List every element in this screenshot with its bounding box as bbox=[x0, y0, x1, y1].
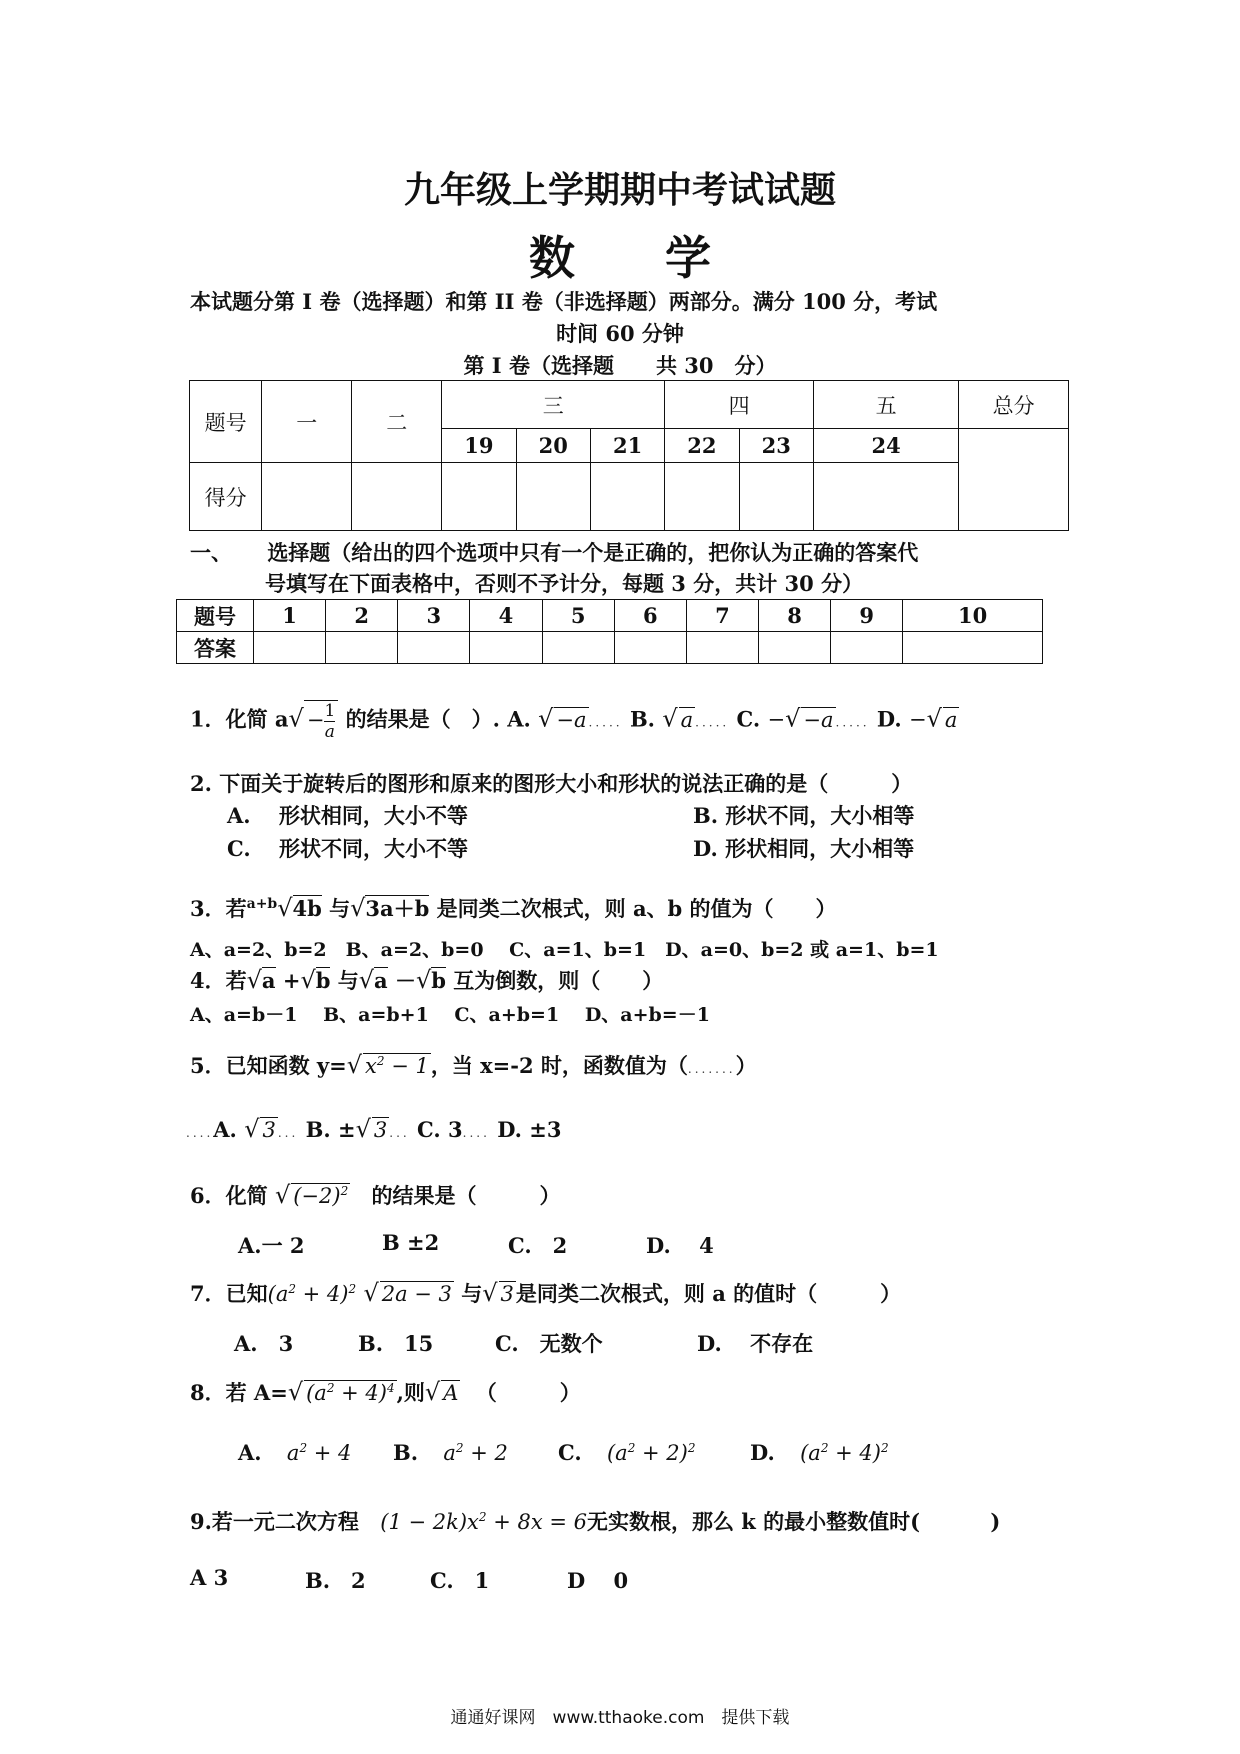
q3-mid: 与 bbox=[329, 896, 351, 921]
subject-title: 数学 bbox=[529, 231, 801, 285]
answer-cell[interactable] bbox=[326, 632, 398, 664]
q6-option-a: A.一 2 bbox=[238, 1233, 305, 1258]
score-sub-number: 21 bbox=[590, 429, 664, 463]
section1-heading bbox=[190, 537, 1070, 567]
q4-options: A、a=b－1 B、a=b+1 C、a+b=1 D、a+b=－1 bbox=[190, 1004, 710, 1026]
section1-number: 一、 bbox=[190, 540, 232, 565]
answer-number: 8 bbox=[758, 600, 830, 632]
q1-option-d: D. bbox=[876, 706, 902, 732]
footer-text: 通通好课网 www.tthaoke.com 提供下载 bbox=[450, 1708, 790, 1728]
question-6: 6．化简 √ $(-2)^2$ 的结果是（ ） bbox=[190, 1181, 561, 1209]
q4-suffix: 互为倒数，则（ ） bbox=[453, 968, 664, 993]
q9-option-c: C. 1 bbox=[430, 1568, 490, 1593]
score-total-cell[interactable] bbox=[959, 429, 1069, 531]
q9-prefix: 9.若一元二次方程 bbox=[190, 1509, 359, 1534]
answer-number: 9 bbox=[831, 600, 903, 632]
answer-number: 7 bbox=[686, 600, 758, 632]
q2-option-c: C. 形状不同，大小不等 bbox=[227, 836, 468, 861]
q5-option-d: D. ±3 bbox=[497, 1117, 562, 1142]
q2-option-d: D. 形状相同，大小相等 bbox=[693, 836, 915, 861]
q8-suffix: （ ） bbox=[475, 1380, 581, 1405]
q8-prefix: 8．若 A= bbox=[190, 1380, 288, 1405]
answer-number: 6 bbox=[614, 600, 686, 632]
score-cell[interactable] bbox=[813, 463, 958, 531]
q9-option-d: D 0 bbox=[567, 1568, 629, 1593]
q1-option-b: B. bbox=[629, 706, 655, 732]
score-sub-number: 22 bbox=[665, 429, 739, 463]
answer-cell[interactable] bbox=[758, 632, 830, 664]
score-sub-number: 23 bbox=[739, 429, 813, 463]
q2-option-a: A. 形状相同，大小不等 bbox=[227, 803, 468, 828]
score-section-1: 一 bbox=[262, 381, 352, 463]
q3-suffix: 是同类二次根式，则 a、b 的值为（ ） bbox=[436, 896, 837, 921]
answer-number: 10 bbox=[903, 600, 1043, 632]
q4-prefix: 4．若 bbox=[190, 968, 247, 993]
answer-cell[interactable] bbox=[614, 632, 686, 664]
q3-options: A、a=2、b=2 B、a=2、b=0 C、a=1、b=1 D、a=0、b=2 或 a=1、b=1 bbox=[190, 939, 939, 961]
q5-close: ） bbox=[735, 1053, 757, 1078]
score-cell[interactable] bbox=[590, 463, 664, 531]
answer-number: 5 bbox=[542, 600, 614, 632]
question-3: 3．若$^{a+b}$√4b 与√3a＋b 是同类二次根式，则 a、b 的值为（ ） bbox=[190, 894, 837, 922]
score-total-header: 总分 bbox=[959, 381, 1069, 429]
answer-label-q: 题号 bbox=[177, 600, 254, 632]
answer-cell[interactable] bbox=[470, 632, 542, 664]
score-section-4: 四 bbox=[665, 381, 814, 429]
q1-suffix: 的结果是（ ）. A. bbox=[345, 706, 531, 732]
score-cell[interactable] bbox=[352, 463, 442, 531]
q9-option-b: B. 2 bbox=[305, 1568, 366, 1593]
q8-option-c: C. $(a^2 + 2)^2$ bbox=[558, 1440, 696, 1465]
q6-option-d: D. 4 bbox=[646, 1233, 714, 1258]
q8-option-d-label: D. bbox=[750, 1440, 775, 1465]
score-row-label-q: 题号 bbox=[190, 381, 262, 463]
answer-number: 4 bbox=[470, 600, 542, 632]
q4-mid: 与 bbox=[337, 968, 359, 993]
q8-mid: ,则 bbox=[396, 1380, 425, 1405]
q7-mid: 与 bbox=[461, 1281, 483, 1306]
q8-option-a: A. $a^2 + 4$ bbox=[238, 1440, 352, 1465]
q5-prefix: 5．已知函数 y= bbox=[190, 1053, 347, 1078]
section1-line2: 号填写在下面表格中，否则不予计分，每题 3 分，共计 30 分） bbox=[265, 571, 864, 596]
score-table bbox=[189, 380, 1069, 531]
answer-cell[interactable] bbox=[831, 632, 903, 664]
question-5: 5．已知函数 y=√ $x^2 - 1$，当 x=-2 时，函数值为（.......） bbox=[190, 1051, 757, 1079]
score-sub-number: 24 bbox=[813, 429, 958, 463]
q5-option-b: B. ± bbox=[305, 1117, 356, 1142]
q9-suffix: 无实数根，那么 k 的最小整数值时( ) bbox=[586, 1509, 1001, 1534]
answer-cell[interactable] bbox=[398, 632, 470, 664]
q9-option-a: A 3 bbox=[190, 1565, 229, 1590]
volume-heading: 第 I 卷（选择题 共 30 分） bbox=[463, 353, 777, 378]
q1-option-c: C. bbox=[736, 706, 761, 732]
q7-suffix: 是同类二次根式，则 a 的值时（ ） bbox=[515, 1281, 902, 1306]
score-cell[interactable] bbox=[739, 463, 813, 531]
question-2-stem: 2. 下面关于旋转后的图形和原来的图形大小和形状的说法正确的是（ ） bbox=[190, 771, 913, 796]
q8-option-c-label: C. bbox=[558, 1440, 582, 1465]
q5-option-c: C. 3 bbox=[417, 1117, 463, 1142]
answer-cell[interactable] bbox=[903, 632, 1043, 664]
q6-suffix: 的结果是（ ） bbox=[371, 1183, 561, 1208]
question-8: 8．若 A=√ $(a^2 + 4)^4$,则√ A （ ） bbox=[190, 1378, 581, 1406]
score-cell[interactable] bbox=[442, 463, 516, 531]
q5-options: ....A. √ 3 ... B. ±√ 3 ... C. 3.... D. ±3 bbox=[186, 1115, 562, 1143]
question-9: 9.若一元二次方程 $(1 - 2k)x^2 + 8x = 6$无实数根，那么 k 的最小整数值时( ) bbox=[190, 1509, 1001, 1534]
answer-table bbox=[176, 599, 1043, 664]
q6-option-c: C. 2 bbox=[508, 1233, 568, 1258]
question-4: 4．若√a +√b 与√a －√b 互为倒数，则（ ） bbox=[190, 966, 664, 994]
answer-cell[interactable] bbox=[542, 632, 614, 664]
q6-prefix: 6．化简 bbox=[190, 1183, 268, 1208]
answer-number: 3 bbox=[398, 600, 470, 632]
q7-prefix: 7．已知 bbox=[190, 1281, 268, 1306]
question-1: 1．化简 a√ − $\frac{1}{a}$ 的结果是（ ）. A. √ −a ..... B. √ a ..... C. −√ −a ..... D. −√ a bbox=[190, 701, 958, 742]
q8-option-a-label: A. bbox=[238, 1440, 262, 1465]
q7-option-b: B. 15 bbox=[358, 1331, 434, 1356]
q7-option-d: D. 不存在 bbox=[697, 1331, 814, 1356]
score-cell[interactable] bbox=[665, 463, 739, 531]
q2-option-b: B. 形状不同，大小相等 bbox=[693, 803, 915, 828]
intro-line-2: 时间 60 分钟 bbox=[556, 321, 684, 346]
q6-option-b: B ±2 bbox=[382, 1230, 440, 1255]
score-section-2: 二 bbox=[352, 381, 442, 463]
q7-option-c: C. 无数个 bbox=[495, 1331, 603, 1356]
q5-option-a: A. bbox=[213, 1117, 237, 1142]
q1-prefix: 1．化简 a bbox=[190, 706, 289, 732]
q8-option-d: D. $(a^2 + 4)^2$ bbox=[750, 1440, 889, 1465]
answer-cell[interactable] bbox=[254, 632, 326, 664]
intro-line-1: 本试题分第 I 卷（选择题）和第 II 卷（非选择题）两部分。满分 100 分，考试 bbox=[190, 289, 938, 314]
score-cell[interactable] bbox=[516, 463, 590, 531]
q7-option-a: A. 3 bbox=[234, 1331, 294, 1356]
exam-title: 九年级上学期期中考试试题 bbox=[403, 169, 836, 211]
q8-option-b: B. $a^2 + 2$ bbox=[393, 1440, 508, 1465]
q8-option-b-label: B. bbox=[393, 1440, 419, 1465]
score-section-5: 五 bbox=[813, 381, 958, 429]
score-section-3: 三 bbox=[442, 381, 665, 429]
question-7: 7．已知$(a^2 + 4)^2$ √ 2a − 3 与√ 3是同类二次根式，则 a 的值时（ ） bbox=[190, 1279, 902, 1307]
q3-prefix: 3．若 bbox=[190, 896, 247, 921]
score-cell[interactable] bbox=[262, 463, 352, 531]
answer-number: 2 bbox=[326, 600, 398, 632]
answer-cell[interactable] bbox=[686, 632, 758, 664]
score-row-label-score: 得分 bbox=[190, 463, 262, 531]
answer-label-a: 答案 bbox=[177, 632, 254, 664]
score-sub-number: 20 bbox=[516, 429, 590, 463]
score-sub-number: 19 bbox=[442, 429, 516, 463]
section1-line1: 选择题（给出的四个选项中只有一个是正确的，把你认为正确的答案代 bbox=[267, 540, 919, 565]
answer-number: 1 bbox=[254, 600, 326, 632]
q5-suffix: ，当 x=-2 时，函数值为（ bbox=[430, 1053, 688, 1078]
